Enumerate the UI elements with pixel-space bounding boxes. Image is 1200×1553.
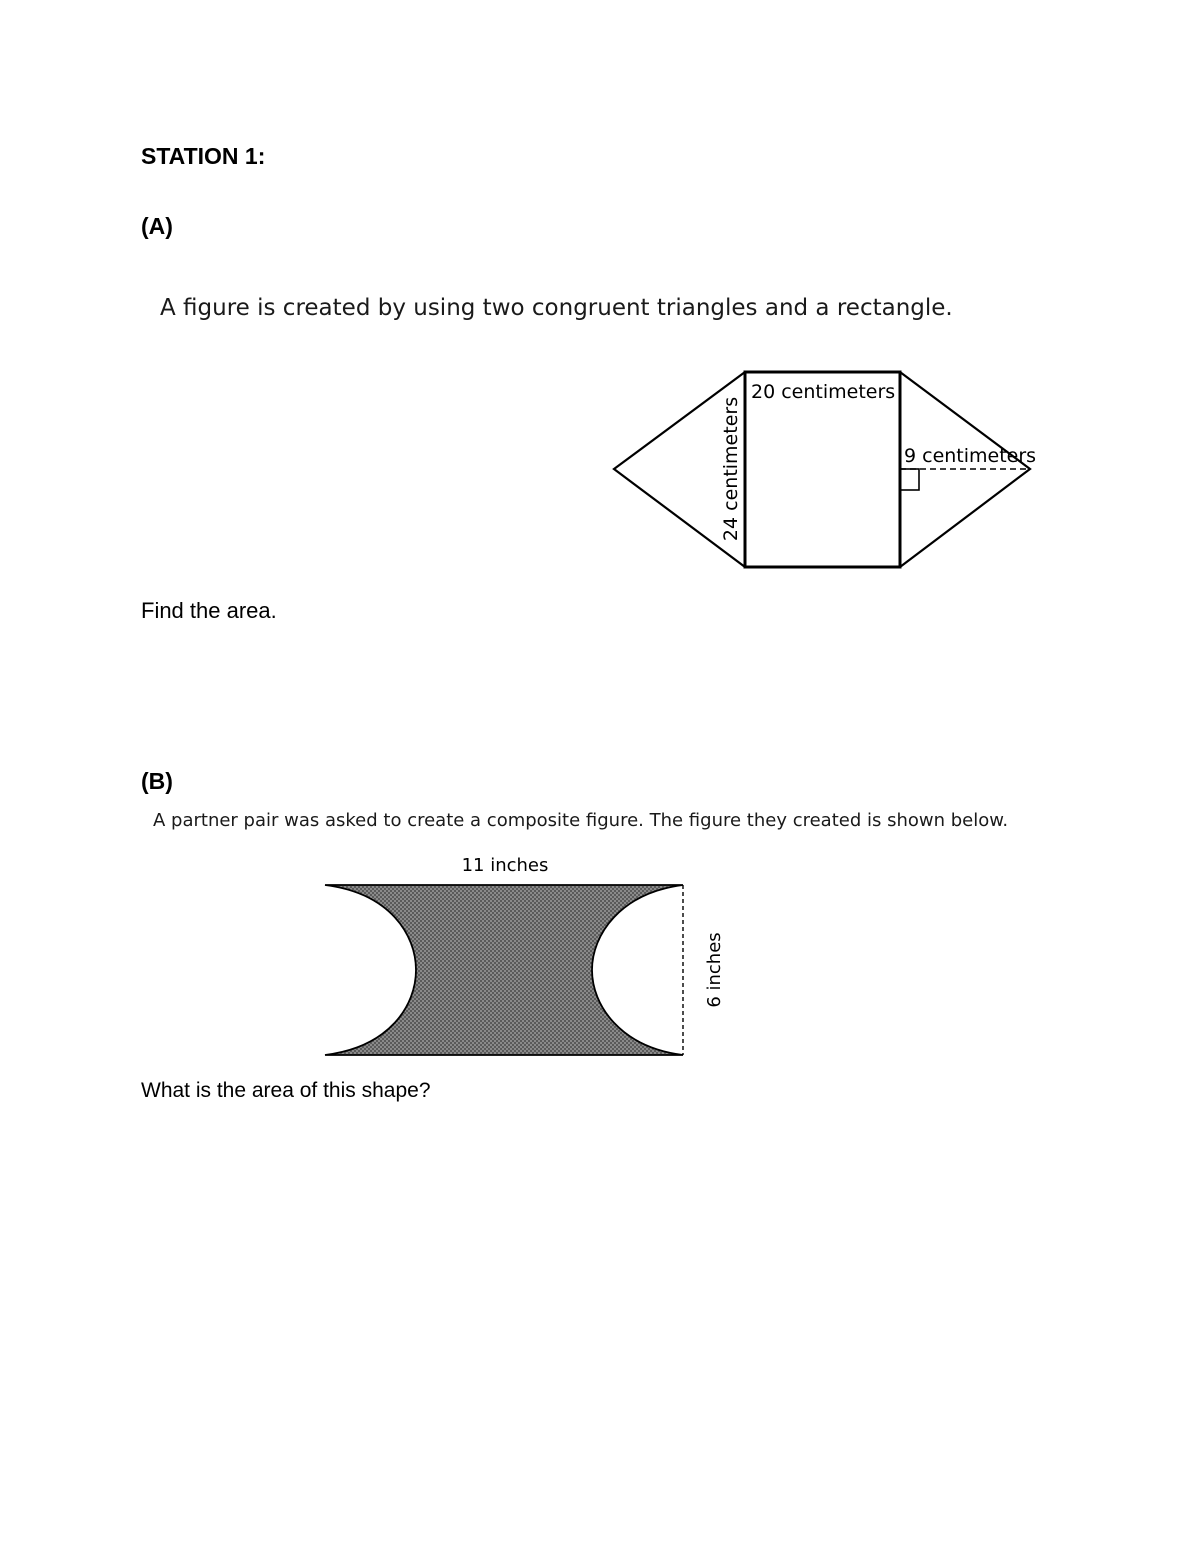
rect-height-label: 24 centimeters xyxy=(720,396,742,542)
station-title: STATION 1: xyxy=(141,143,266,169)
part-a-prompt: A figure is created by using two congruent triangles and a rectangle. xyxy=(160,295,953,321)
part-b-prompt: A partner pair was asked to create a composite figure. The figure they created is shown below. xyxy=(153,810,1009,831)
width-label: 11 inches xyxy=(461,855,549,876)
part-a-label: (A) xyxy=(141,213,173,239)
triangle-height-label: 9 centimeters xyxy=(904,445,1037,467)
part-b-question: What is the area of this shape? xyxy=(141,1079,431,1102)
composite-shape xyxy=(325,885,683,1055)
height-label: 6 inches xyxy=(704,932,725,1008)
part-b-label: (B) xyxy=(141,768,173,794)
part-a-question: Find the area. xyxy=(141,598,277,623)
rect-width-label: 20 centimeters xyxy=(751,381,896,403)
